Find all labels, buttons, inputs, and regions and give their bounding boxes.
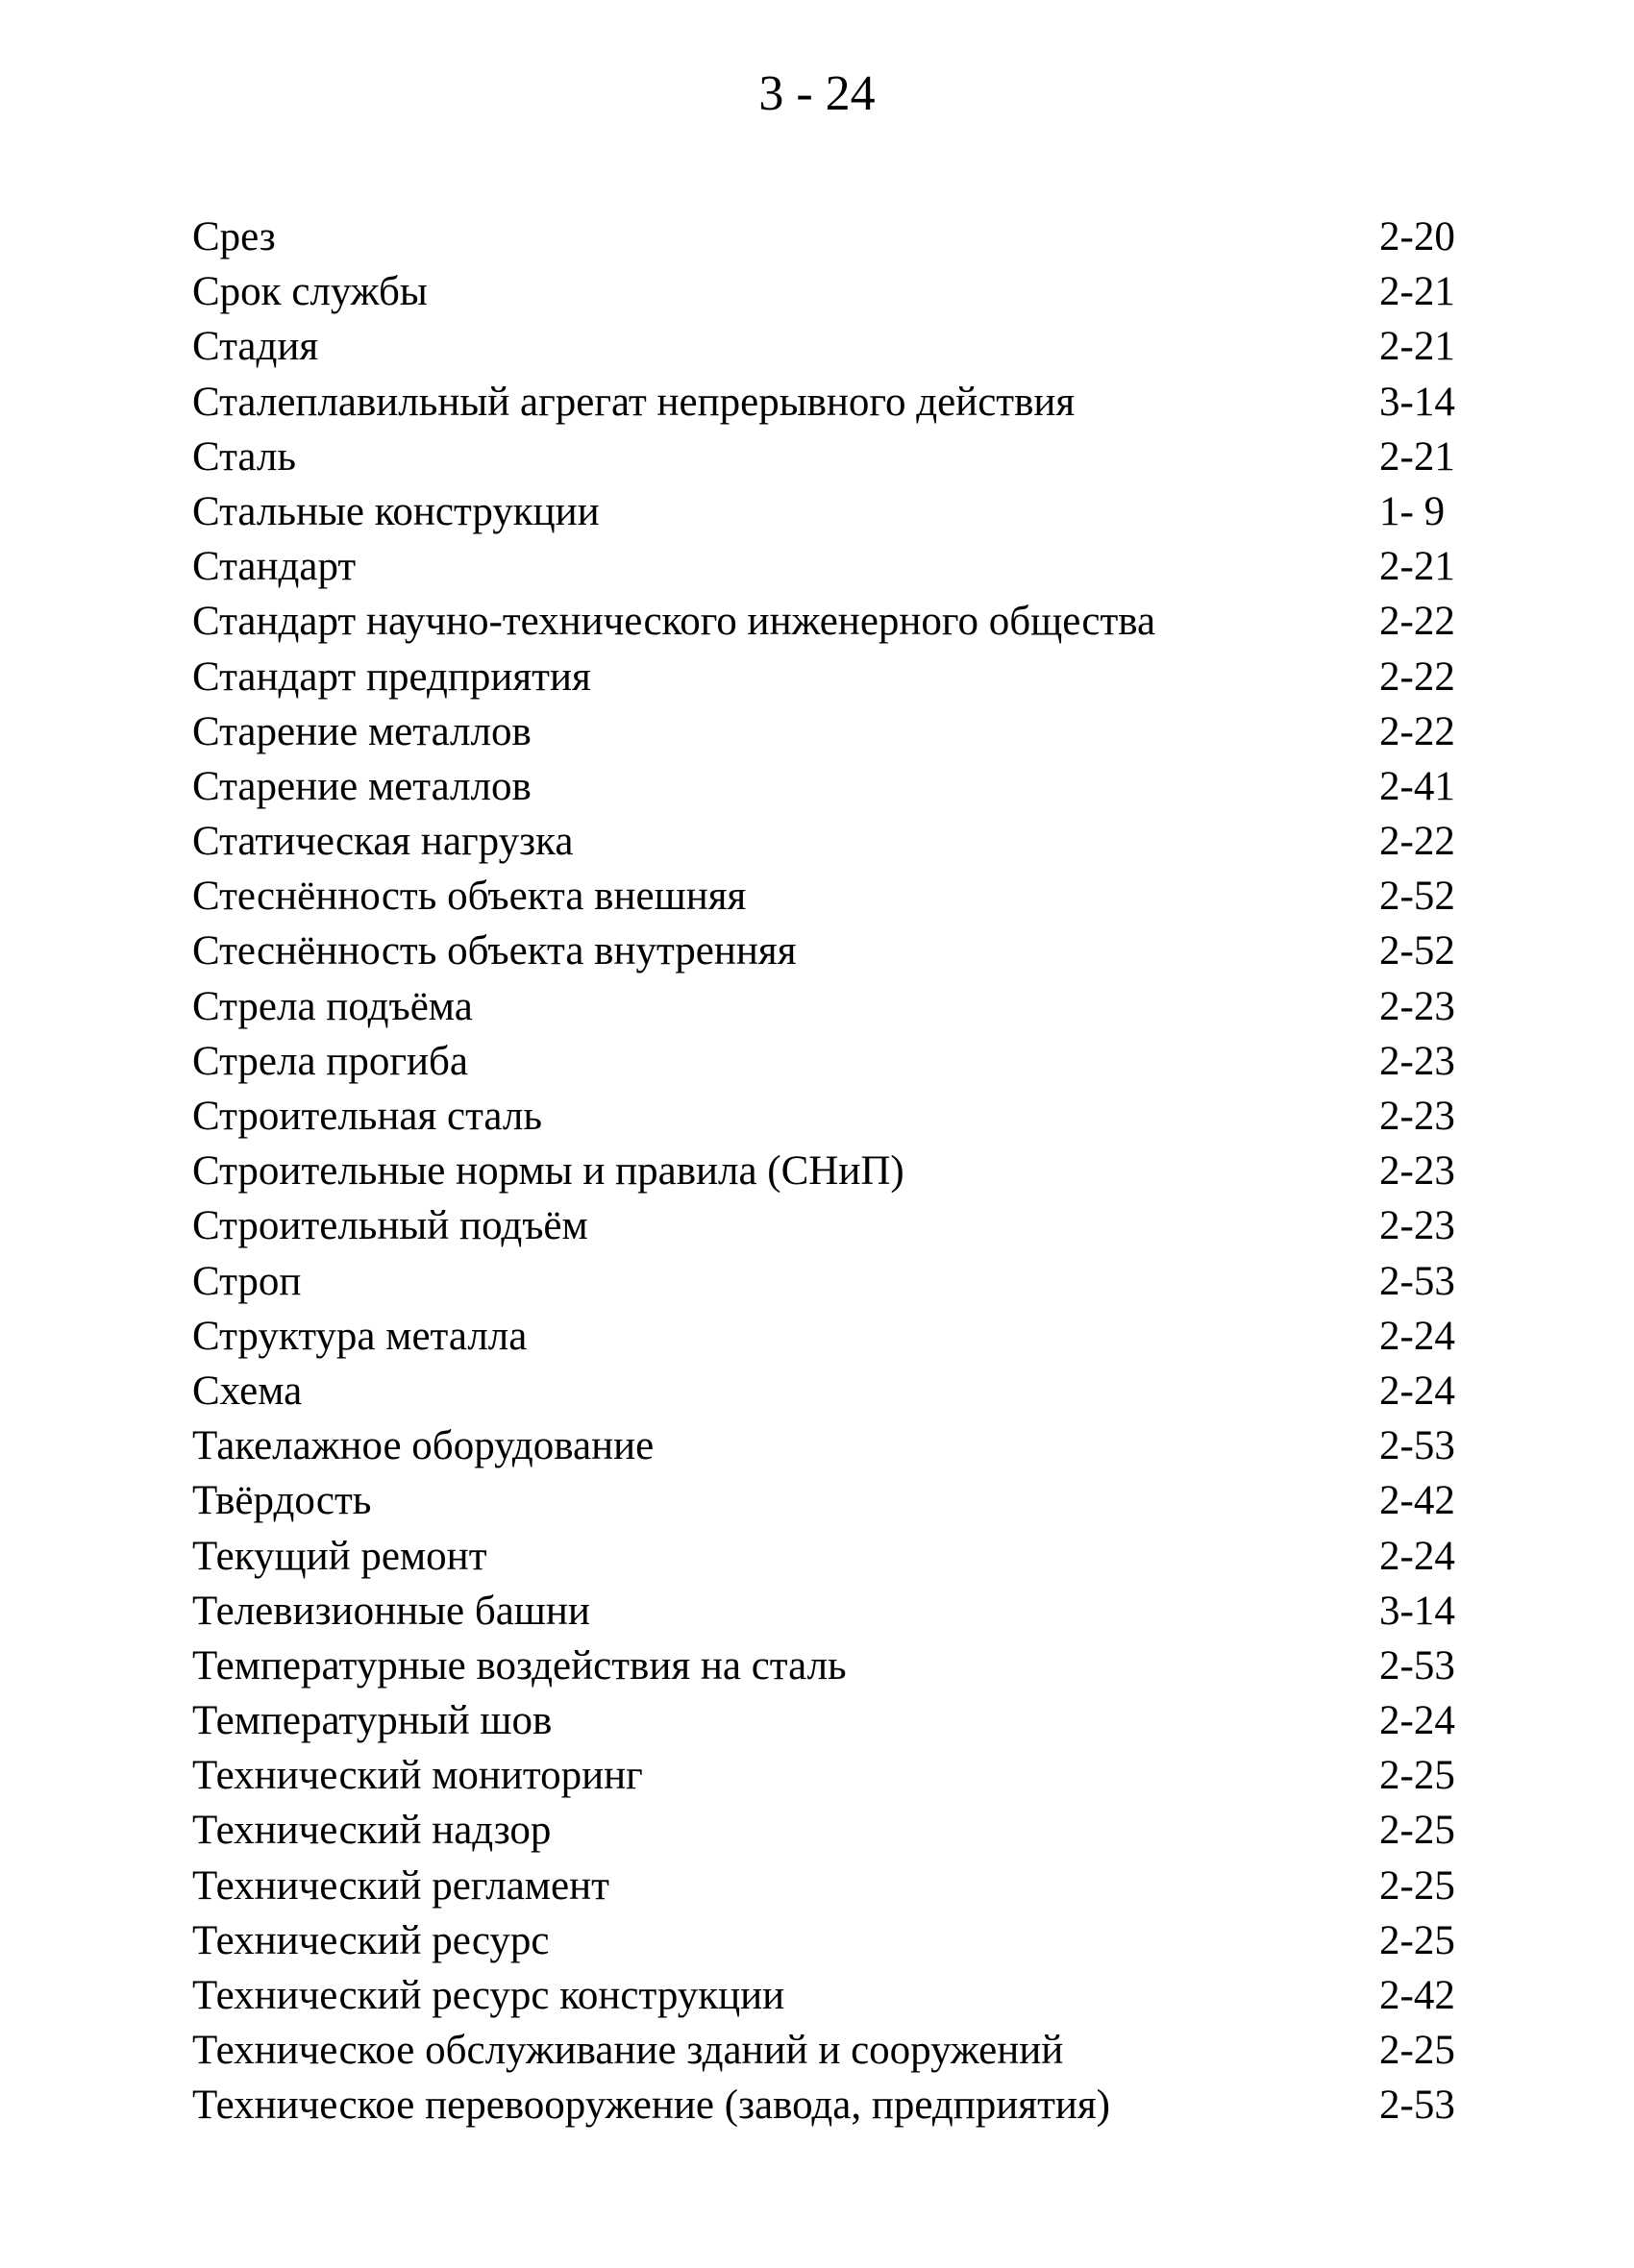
index-entry [192, 979, 1499, 1034]
entry-term: Технический надзор [192, 1808, 552, 1854]
index-entry [192, 1529, 1499, 1584]
index-entry [192, 1144, 1499, 1198]
entry-page-ref: 1- 9 [1379, 488, 1446, 534]
entry-page-ref: 2-23 [1379, 1038, 1455, 1084]
entry-term: Строительный подъём [192, 1203, 588, 1249]
entry-term: Сталь [192, 433, 296, 480]
entry-page-ref: 2-22 [1379, 708, 1455, 754]
entry-term: Твёрдость [192, 1478, 372, 1524]
index-entry [192, 1198, 1499, 1253]
entry-term: Телевизионные башни [192, 1588, 590, 1634]
entry-page-ref: 2-20 [1379, 214, 1455, 259]
entry-page-ref: 2-23 [1379, 983, 1455, 1029]
index-entry [192, 1584, 1499, 1639]
index-entry [192, 814, 1499, 869]
entry-term: Текущий ремонт [192, 1533, 487, 1579]
entry-term: Стеснённость объекта внутренняя [192, 928, 797, 974]
index-entry [192, 1034, 1499, 1089]
index-entry [192, 1473, 1499, 1528]
entry-term: Строительные нормы и правила (СНиП) [192, 1148, 904, 1195]
entry-page-ref: 2-52 [1379, 928, 1455, 974]
entry-term: Структура металла [192, 1313, 528, 1359]
entry-term: Технический регламент [192, 1862, 609, 1909]
entry-term: Температурный шов [192, 1698, 553, 1744]
entry-term: Срез [192, 214, 276, 259]
index-entry [192, 594, 1499, 649]
entry-page-ref: 2-21 [1379, 433, 1455, 480]
entry-page-ref: 2-25 [1379, 1753, 1455, 1799]
subject-index-list [192, 210, 1499, 2133]
entry-page-ref: 2-22 [1379, 819, 1455, 865]
entry-page-ref: 2-23 [1379, 1094, 1455, 1139]
index-entry [192, 264, 1499, 319]
entry-page-ref: 2-25 [1379, 1862, 1455, 1909]
entry-term: Техническое перевооружение (завода, предприятия) [192, 2083, 1110, 2129]
entry-term: Стандарт научно-технического инженерного общества [192, 599, 1156, 645]
index-entry [192, 1254, 1499, 1309]
entry-page-ref: 2-42 [1379, 1973, 1455, 2018]
entry-page-ref: 2-25 [1379, 2028, 1455, 2074]
entry-term: Стеснённость объекта внешняя [192, 874, 747, 920]
index-entry [192, 704, 1499, 759]
index-entry [192, 430, 1499, 484]
index-entry [192, 2023, 1499, 2078]
index-entry [192, 869, 1499, 924]
entry-term: Строп [192, 1258, 302, 1304]
index-entry [192, 1748, 1499, 1803]
entry-page-ref: 2-23 [1379, 1203, 1455, 1249]
entry-page-ref: 2-53 [1379, 1423, 1455, 1469]
index-entry [192, 484, 1499, 539]
entry-term: Технический мониторинг [192, 1753, 643, 1799]
entry-term: Стандарт предприятия [192, 653, 591, 700]
entry-page-ref: 2-22 [1379, 653, 1455, 700]
index-entry [192, 1803, 1499, 1858]
entry-page-ref: 2-53 [1379, 1258, 1455, 1304]
entry-term: Температурные воздействия на сталь [192, 1642, 847, 1689]
entry-page-ref: 2-25 [1379, 1917, 1455, 1963]
index-entry [192, 1418, 1499, 1473]
index-entry [192, 1639, 1499, 1693]
index-entry [192, 1309, 1499, 1364]
entry-term: Стрела подъёма [192, 983, 473, 1029]
index-entry [192, 924, 1499, 978]
index-entry [192, 1968, 1499, 2023]
entry-term: Стрела прогиба [192, 1038, 468, 1084]
entry-page-ref: 2-25 [1379, 1808, 1455, 1854]
index-entry [192, 1089, 1499, 1144]
index-entry [192, 1364, 1499, 1418]
entry-page-ref: 2-21 [1379, 269, 1455, 315]
entry-page-ref: 3-14 [1379, 379, 1455, 425]
entry-term: Технический ресурс конструкции [192, 1973, 785, 2018]
entry-page-ref: 2-24 [1379, 1313, 1455, 1359]
index-entry [192, 759, 1499, 814]
index-entry [192, 210, 1499, 264]
entry-term: Старение металлов [192, 763, 532, 809]
entry-term: Сталеплавильный агрегат непрерывного действия [192, 379, 1076, 425]
entry-page-ref: 2-52 [1379, 874, 1455, 920]
entry-page-ref: 2-53 [1379, 2083, 1455, 2129]
entry-term: Схема [192, 1368, 303, 1414]
entry-term: Стальные конструкции [192, 488, 600, 534]
index-entry [192, 1913, 1499, 1968]
entry-term: Стадия [192, 324, 319, 370]
entry-term: Строительная сталь [192, 1094, 542, 1139]
entry-term: Технический ресурс [192, 1917, 550, 1963]
entry-term: Стандарт [192, 544, 357, 590]
index-entry [192, 375, 1499, 430]
entry-page-ref: 2-21 [1379, 324, 1455, 370]
entry-term: Такелажное оборудование [192, 1423, 655, 1469]
entry-page-ref: 2-22 [1379, 599, 1455, 645]
index-entry [192, 1859, 1499, 1913]
entry-page-ref: 2-41 [1379, 763, 1455, 809]
entry-page-ref: 2-23 [1379, 1148, 1455, 1195]
index-entry [192, 1693, 1499, 1748]
index-entry [192, 319, 1499, 374]
entry-term: Техническое обслуживание зданий и сооружений [192, 2028, 1064, 2074]
index-entry [192, 539, 1499, 594]
index-entry [192, 650, 1499, 704]
entry-term: Статическая нагрузка [192, 819, 574, 865]
page-number: 3 - 24 [758, 66, 876, 121]
entry-page-ref: 2-24 [1379, 1533, 1455, 1579]
entry-page-ref: 2-53 [1379, 1642, 1455, 1689]
entry-page-ref: 2-24 [1379, 1698, 1455, 1744]
entry-page-ref: 2-42 [1379, 1478, 1455, 1524]
entry-term: Срок службы [192, 269, 428, 315]
entry-page-ref: 2-24 [1379, 1368, 1455, 1414]
index-entry [192, 2078, 1499, 2132]
entry-page-ref: 3-14 [1379, 1588, 1455, 1634]
entry-page-ref: 2-21 [1379, 544, 1455, 590]
entry-term: Старение металлов [192, 708, 532, 754]
